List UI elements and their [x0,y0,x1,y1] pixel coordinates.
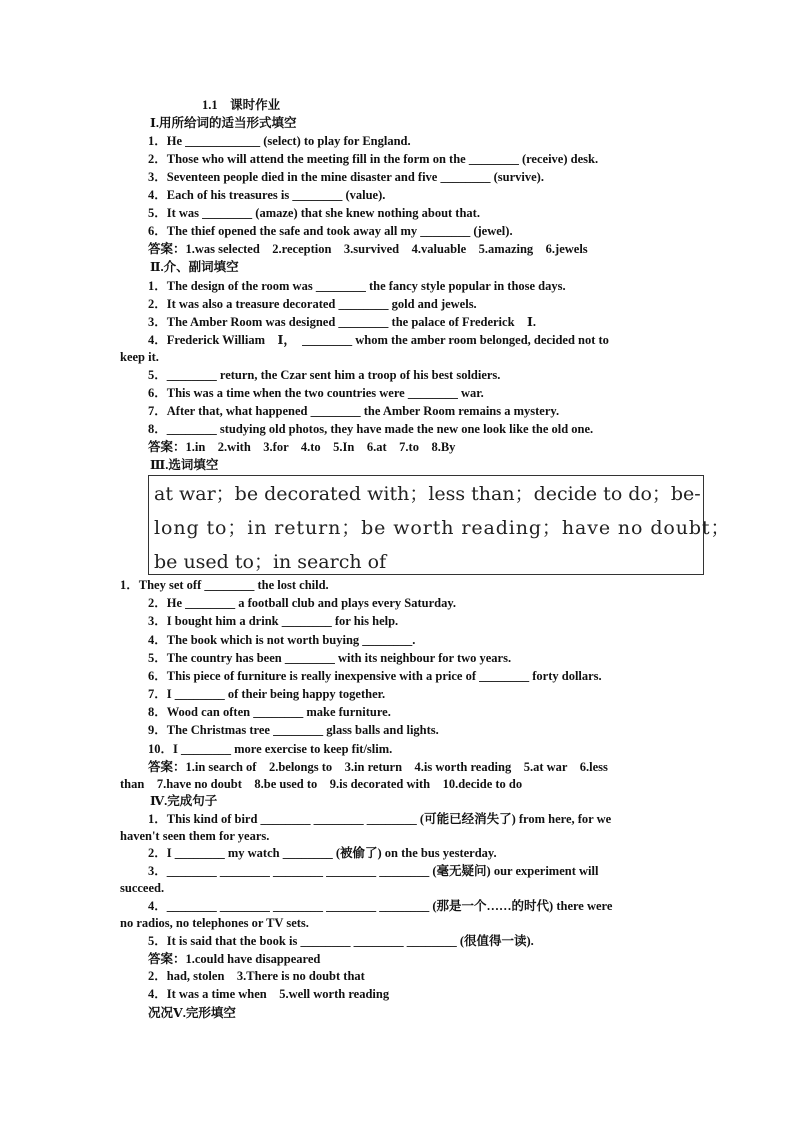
s2-item-7: 7．After that, what happened ________ the Amber Room remains a mystery. [148,404,560,418]
s2-item-8: 8．________ studying old photos, they have made the new one look like the old one. [148,422,594,436]
s3-item-6: 6．This piece of furniture is really inexpensive with a price of ________ forty dollars. [148,669,602,683]
s3-item-9: 9．The Christmas tree ________ glass balls and lights. [148,723,439,737]
section-5-heading: 况况Ⅴ.完形填空 [148,1006,236,1020]
s4-item-1: 1．This kind of bird ________ ________ ________ (可能已经消失了) from here, for we [148,812,612,826]
s4-item-3: 3．________ ________ ________ ________ ________ (毫无疑问) our experiment will [148,864,599,878]
s2-item-6: 6．This was a time when the two countries were ________ war. [148,386,484,400]
s4-item-2: 2．I ________ my watch ________ (被偷了) on the bus yesterday. [148,846,497,860]
s1-item-1: 1．He ____________ (select) to play for England. [148,134,411,148]
s2-item-4: 4．Frederick William Ⅰ， ________ whom the amber room belonged, decided not to [148,333,609,347]
s1-answer: 答案：1.was selected 2.reception 3.survived 4.valuable 5.amazing 6.jewels [148,242,588,256]
s3-item-5: 5．The country has been ________ with its neighbour for two years. [148,651,512,665]
word-bank-box [148,475,731,575]
s4-answer-3: 4．It was a time when 5.well worth reading [148,987,390,1001]
word-bank-line-2: long to；in return；be worth reading；have no doubt； [154,517,731,539]
word-bank-line-1: at war；be decorated with；less than；decide to do；be- [154,483,701,505]
s4-answer-2: 2．had, stolen 3.There is no doubt that [148,969,365,983]
section-3-heading: Ⅲ.选词填空 [150,458,219,472]
page-title: 1.1 课时作业 [202,98,281,112]
s3-answer-1: 答案：1.in search of 2.belongs to 3.in return 4.is worth reading 5.at war 6.less [148,760,608,774]
word-bank-line-3: be used to；in search of [154,551,387,573]
s4-answer-1: 答案：1.could have disappeared [148,952,321,966]
section-2-heading: Ⅱ.介、副词填空 [150,260,239,274]
s2-item-1: 1．The design of the room was ________ the fancy style popular in those days. [148,279,566,293]
section-1-heading: Ⅰ.用所给词的适当形式填空 [150,116,297,130]
s3-item-2: 2．He ________ a football club and plays every Saturday. [148,596,457,610]
s3-item-10: 10．I ________ more exercise to keep fit/slim. [148,742,393,756]
s4-item-5: 5．It is said that the book is ________ ________ ________ (很值得一读). [148,934,534,948]
s1-item-6: 6．The thief opened the safe and took away all my ________ (jewel). [148,224,513,238]
s3-answer-2: than 7.have no doubt 8.be used to 9.is decorated with 10.decide to do [120,777,523,791]
s3-item-8: 8．Wood can often ________ make furniture. [148,705,391,719]
s3-item-7: 7．I ________ of their being happy together. [148,687,386,701]
s2-item-5: 5．________ return, the Czar sent him a troop of his best soldiers. [148,368,501,382]
s3-item-4: 4．The book which is not worth buying ________. [148,633,416,647]
s3-item-1: 1．They set off ________ the lost child. [120,578,329,592]
s4-item-4: 4．________ ________ ________ ________ ________ (那是一个……的时代) there were [148,899,613,913]
s1-item-3: 3．Seventeen people died in the mine disaster and five ________ (survive). [148,170,544,184]
s3-item-3: 3．I bought him a drink ________ for his help. [148,614,399,628]
s4-item-3-cont: succeed. [120,881,165,895]
s2-item-3: 3．The Amber Room was designed ________ the palace of Frederick Ⅰ. [148,315,537,329]
s1-item-4: 4．Each of his treasures is ________ (value). [148,188,386,202]
s1-item-2: 2．Those who will attend the meeting fill in the form on the ________ (receive) desk. [148,152,599,166]
s2-item-2: 2．It was also a treasure decorated ________ gold and jewels. [148,297,477,311]
s1-item-5: 5．It was ________ (amaze) that she knew nothing about that. [148,206,480,220]
s4-item-1-cont: haven't seen them for years. [120,829,270,843]
s2-item-4-cont: keep it. [120,350,159,364]
s2-answer: 答案：1.in 2.with 3.for 4.to 5.In 6.at 7.to 8.By [148,440,456,454]
section-4-heading: Ⅳ.完成句子 [150,794,218,808]
s4-item-4-cont: no radios, no telephones or TV sets. [120,916,309,930]
